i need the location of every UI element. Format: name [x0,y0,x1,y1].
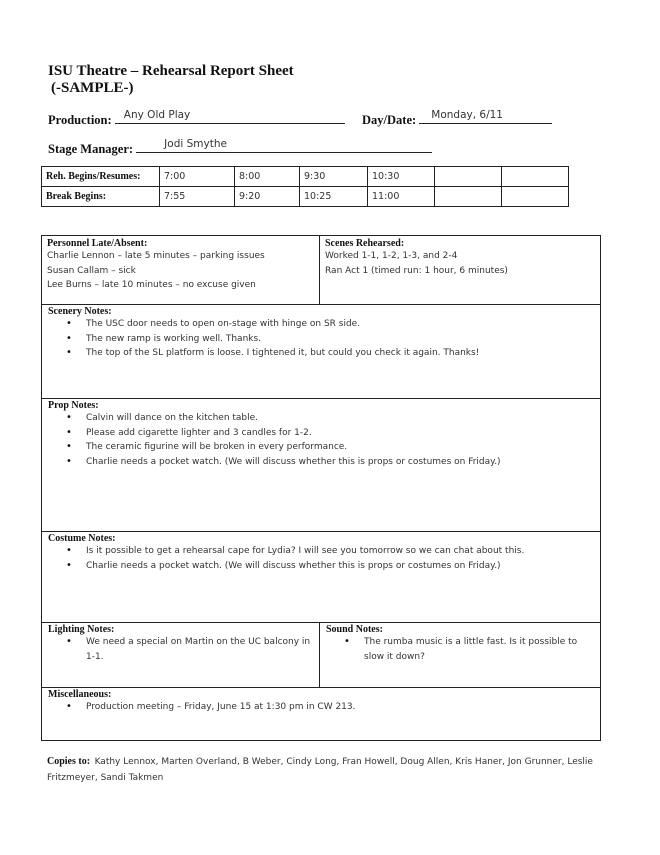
copies-list: Kathy Lennox, Marten Overland, B Weber, Cindy Long, Fran Howell, Doug Allen, Kris Haner, Jon Grunner, Leslie Fritzmeyer, Sandi Takmen [47,757,593,783]
times-cell: 10:25 [300,187,368,207]
day-date-field [362,111,552,128]
production-label: Production: [48,113,112,127]
times-cell [435,167,502,187]
table-row [42,187,569,207]
personnel-section [41,235,320,305]
times-row-label: Reh. Begins/Resumes: [42,167,160,187]
times-cell: 7:00 [160,167,235,187]
scenes-line: Worked 1-1, 1-2, 1-3, and 2-4 [325,251,458,261]
list-item: • Charlie needs a pocket watch. (We will discuss whether this is props or costumes on Friday.) [86,455,594,470]
day-date-underline [419,111,552,124]
list-item: • Please add cigarette lighter and 3 candles for 1-2. [86,426,594,441]
personnel-line: Charlie Lennon – late 5 minutes – parking issues [47,251,265,261]
scenes-label: Scenes Rehearsed: [325,238,405,249]
times-cell [435,187,502,207]
production-field [48,111,345,128]
costume-label: Costume Notes: [48,533,116,544]
costume-section [41,531,601,623]
report-title-block [48,63,294,97]
times-row-label: Break Begins: [42,187,160,207]
stage-manager-value: Jodi Smythe [164,138,227,150]
scenery-label: Scenery Notes: [48,306,112,317]
times-cell [502,167,569,187]
personnel-label: Personnel Late/Absent: [47,238,148,249]
sound-section [319,622,601,688]
times-cell: 10:30 [368,167,435,187]
list-item: • Calvin will dance on the kitchen table. [86,411,594,426]
production-value: Any Old Play [123,109,191,121]
day-date-value: Monday, 6/11 [431,109,503,121]
report-subtitle: (-SAMPLE-) [51,80,134,96]
list-item: • Production meeting – Friday, June 15 at 1:30 pm in CW 213. [86,700,594,715]
list-item: • The top of the SL platform is loose. I tightened it, but could you check it again. Thanks! [86,346,594,361]
times-cell [502,187,569,207]
list-item: • We need a special on Martin on the UC balcony in 1-1. [86,635,313,664]
list-item: • The USC door needs to open on-stage with hinge on SR side. [86,317,594,332]
times-cell: 9:20 [235,187,300,207]
sound-label: Sound Notes: [326,624,383,635]
copies-to [47,754,622,785]
misc-section [41,687,601,741]
stage-manager-field [48,140,432,157]
times-cell: 11:00 [368,187,435,207]
stage-manager-underline [136,140,432,153]
report-title: ISU Theatre – Rehearsal Report Sheet [48,63,294,79]
props-label: Prop Notes: [48,400,99,411]
times-cell: 8:00 [235,167,300,187]
scenes-section [319,235,601,305]
list-item: • Charlie needs a pocket watch. (We will discuss whether this is props or costumes on Friday.) [86,559,594,574]
lighting-section [41,622,320,688]
copies-label: Copies to: [47,756,91,767]
scenery-section [41,304,601,399]
props-section [41,398,601,532]
list-item: • The rumba music is a little fast. Is it possible to slow it down? [364,635,594,664]
table-row [42,167,569,187]
list-item: • Is it possible to get a rehearsal cape for Lydia? I will see you tomorrow so we can chat about this. [86,544,594,559]
personnel-line: Lee Burns – late 10 minutes – no excuse given [47,280,256,290]
day-date-label: Day/Date: [362,113,417,127]
personnel-line: Susan Callam – sick [47,265,136,276]
list-item: • The new ramp is working well. Thanks. [86,332,594,347]
misc-label: Miscellaneous: [48,689,112,700]
stage-manager-label: Stage Manager: [48,142,134,156]
scenes-line: Ran Act 1 (timed run: 1 hour, 6 minutes) [325,265,508,276]
list-item: • The ceramic figurine will be broken in every performance. [86,440,594,455]
times-cell: 7:55 [160,187,235,207]
lighting-label: Lighting Notes: [48,624,115,635]
times-cell: 9:30 [300,167,368,187]
rehearsal-times-table [41,166,569,207]
production-underline [115,111,345,124]
